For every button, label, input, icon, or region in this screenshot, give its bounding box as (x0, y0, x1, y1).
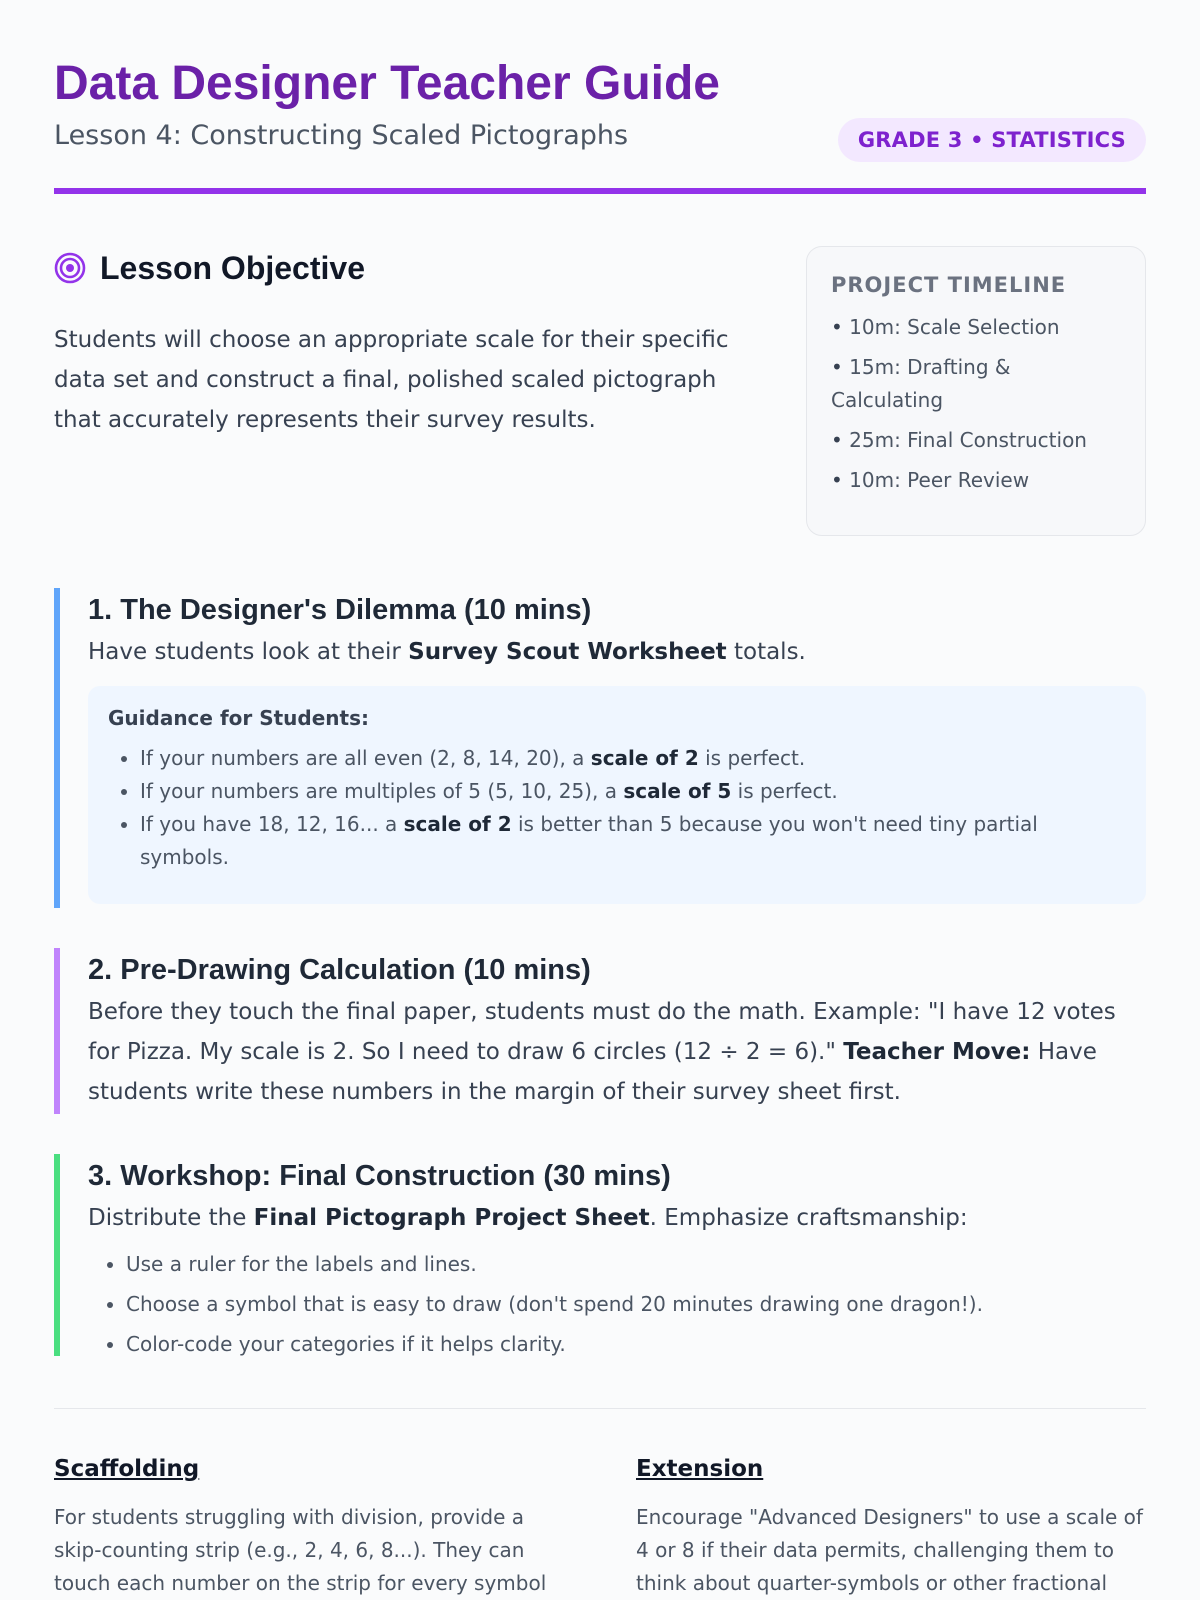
extension-column (636, 1451, 1146, 1600)
list-item: • Choose a symbol that is easy to draw (don't spend 20 minutes drawing one dragon!). (126, 1284, 1146, 1324)
list-item: • If your numbers are multiples of 5 (5, 10, 25), a scale of 5 is perfect. (140, 775, 1126, 808)
guidance-list (108, 742, 1126, 874)
objective-text: Students will choose an appropriate scale for their specific data set and construct a final, polished scaled pictograph that accurately represents their survey results. (54, 327, 729, 433)
timeline-item: • 10m: Scale Selection (831, 311, 1121, 344)
project-timeline (806, 246, 1146, 536)
list-item: • If your numbers are all even (2, 8, 14, 20), a scale of 2 is perfect. (140, 742, 1126, 775)
list-item: • Color-code your categories if it helps clarity. (126, 1324, 1146, 1364)
extension-text: Encourage "Advanced Designers" to use a scale of 4 or 8 if their data permits, challenging them to think about quarter-symbols or other fractional (636, 1505, 1143, 1595)
lesson-objective (54, 246, 754, 440)
page-title: Data Designer Teacher Guide (54, 57, 720, 110)
objective-header (54, 246, 754, 290)
objective-row (54, 246, 1146, 536)
timeline-title: PROJECT TIMELINE (831, 273, 1067, 297)
objective-heading: Lesson Objective (100, 249, 365, 286)
guidance-box (88, 686, 1146, 904)
section-designers-dilemma (54, 588, 1146, 908)
list-item: • Use a ruler for the labels and lines. (126, 1244, 1146, 1284)
section-heading: 2. Pre-Drawing Calculation (10 mins) (88, 954, 591, 986)
section-heading: 1. The Designer's Dilemma (10 mins) (88, 594, 592, 626)
divider (54, 1408, 1146, 1409)
scaffolding-text: For students struggling with division, provide a skip-counting strip (e.g., 2, 4, 6, 8...). They can touch each number on the strip for every symbol (54, 1505, 547, 1595)
section-pre-drawing (54, 948, 1146, 1114)
support-columns (54, 1451, 1146, 1600)
timeline-item: • 10m: Peer Review (831, 464, 1121, 497)
grade-badge: GRADE 3 • STATISTICS (838, 118, 1146, 162)
section-text: Before they touch the final paper, students must do the math. Example: "I have 12 votes for Pizza. My scale is 2. So I need to draw 6 circles (12 ÷ 2 = 6)." Teacher Move: Have students write these numbers in the margin of their survey sheet first. (88, 999, 1116, 1105)
section-workshop (54, 1154, 1146, 1356)
scaffolding-heading: Scaffolding (54, 1456, 200, 1482)
list-item: • If you have 18, 12, 16... a scale of 2 is better than 5 because you won't need tiny partial symbols. (140, 808, 1126, 874)
section-lead: Have students look at their Survey Scout Worksheet totals. (88, 639, 806, 665)
timeline-item: • 25m: Final Construction (831, 424, 1121, 457)
scaffolding-column (54, 1451, 564, 1600)
section-lead: Distribute the Final Pictograph Project Sheet. Emphasize craftsmanship: (88, 1205, 968, 1231)
guidance-title: Guidance for Students: (108, 706, 369, 730)
craftsmanship-list (88, 1244, 1146, 1364)
timeline-item: • 15m: Drafting & Calculating (831, 351, 1121, 417)
extension-heading: Extension (636, 1456, 764, 1482)
section-heading: 3. Workshop: Final Construction (30 mins) (88, 1160, 671, 1192)
page-subtitle: Lesson 4: Constructing Scaled Pictographs (54, 120, 629, 151)
target-icon (54, 252, 86, 284)
header (54, 0, 1146, 194)
